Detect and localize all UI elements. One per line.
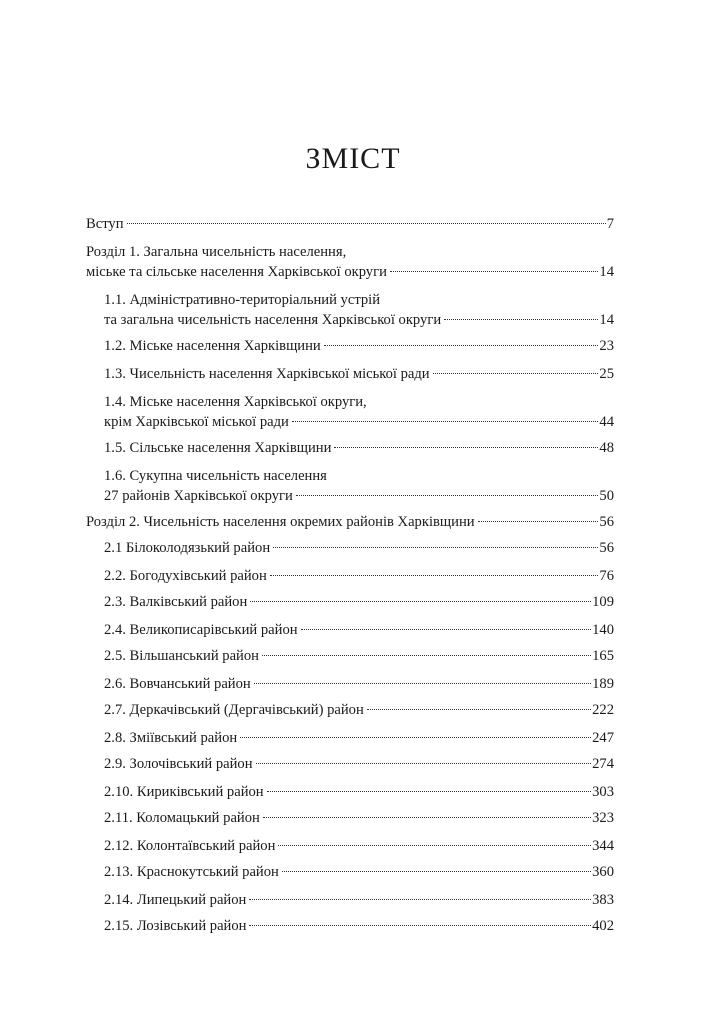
- dot-leader: [301, 629, 592, 630]
- toc-page-number: 274: [592, 756, 614, 772]
- toc-page-number: 303: [592, 784, 614, 800]
- toc-entry-last-line: [104, 754, 614, 774]
- toc-page-number: 14: [599, 264, 614, 280]
- toc-entry-title: 1.3. Чисельність населення Харківської міської ради: [104, 366, 430, 382]
- toc-page-number: 344: [592, 838, 614, 854]
- dot-leader: [324, 345, 599, 346]
- toc-entry: [86, 512, 614, 532]
- toc-page-number: 50: [599, 488, 614, 504]
- toc-page-number: 7: [606, 216, 614, 232]
- toc-entry-title: 2.14. Липецький район: [104, 892, 247, 908]
- toc-entry: [104, 890, 614, 910]
- toc-entry-last-line: [104, 890, 614, 910]
- toc-page-number: 189: [592, 676, 614, 692]
- toc-page-number: 222: [592, 702, 614, 718]
- dot-leader: [240, 737, 591, 738]
- toc-entry-title: 2.10. Кириківський район: [104, 784, 264, 800]
- toc-entry-title: 2.15. Лозівський район: [104, 918, 247, 934]
- toc-entry-title-line: 1.1. Адміністративно-територіальний устрій: [104, 292, 381, 308]
- dot-leader: [273, 547, 598, 548]
- toc-entry-last-line: [104, 836, 614, 856]
- toc-entry-title: Вступ: [86, 216, 124, 232]
- toc-entry-last-line: [104, 566, 614, 586]
- dot-leader: [270, 575, 599, 576]
- toc-entry-title: міське та сільське населення Харківської округи: [86, 264, 387, 280]
- toc-page-number: 402: [592, 918, 614, 934]
- dot-leader: [433, 373, 599, 374]
- toc-page-number: 48: [599, 440, 614, 456]
- toc-entry-title: крім Харківської міської ради: [104, 414, 289, 430]
- toc-entry: [104, 336, 614, 356]
- toc-page-number: 323: [592, 810, 614, 826]
- toc-entry-title: 2.7. Деркачівський (Дергачівський) район: [104, 702, 364, 718]
- toc-page-number: 14: [599, 312, 614, 328]
- toc-entry-title: 2.5. Вільшанський район: [104, 648, 259, 664]
- toc-page-number: 383: [592, 892, 614, 908]
- toc-page-number: 165: [592, 648, 614, 664]
- toc-entry: [104, 674, 614, 694]
- dot-leader: [296, 495, 599, 496]
- toc-entry: [104, 862, 614, 882]
- dot-leader: [292, 421, 599, 422]
- toc-page-number: 76: [599, 568, 614, 584]
- toc-entry-last-line: [104, 862, 614, 882]
- dot-leader: [278, 845, 591, 846]
- dot-leader: [478, 521, 599, 522]
- toc-entry: [104, 438, 614, 458]
- toc-entry: [104, 836, 614, 856]
- toc-entry-title: 2.9. Золочівський район: [104, 756, 253, 772]
- toc-entry-title: 2.13. Краснокутський район: [104, 864, 279, 880]
- toc-entry-last-line: [104, 808, 614, 828]
- toc-entry: [104, 566, 614, 586]
- toc-entry-last-line: [104, 364, 614, 384]
- toc-page-number: 360: [592, 864, 614, 880]
- toc-entry: [104, 620, 614, 640]
- dot-leader: [282, 871, 591, 872]
- dot-leader: [334, 447, 598, 448]
- toc-page-number: 25: [599, 366, 614, 382]
- toc-entry-title: 27 районів Харківської округи: [104, 488, 293, 504]
- toc-entry: [104, 782, 614, 802]
- toc-page-number: 109: [592, 594, 614, 610]
- toc-entry: [104, 646, 614, 666]
- toc-entry: [104, 916, 614, 936]
- toc-entry-title: 2.3. Валківський район: [104, 594, 248, 610]
- toc-entry-last-line: [104, 486, 614, 506]
- toc-entry-last-line: [104, 782, 614, 802]
- toc-entry: [104, 364, 614, 384]
- toc-entry-title: 2.12. Колонтаївський район: [104, 838, 276, 854]
- dot-leader: [263, 817, 591, 818]
- toc-entry-title: 1.5. Сільське населення Харківщини: [104, 440, 332, 456]
- dot-leader: [267, 791, 591, 792]
- toc-entry: [104, 728, 614, 748]
- toc-page-number: 56: [599, 514, 614, 530]
- toc-entry-last-line: [104, 438, 614, 458]
- toc-entry: [104, 808, 614, 828]
- toc-page-number: 44: [599, 414, 614, 430]
- dot-leader: [127, 223, 606, 224]
- toc-entry: [104, 290, 614, 330]
- toc-entry-title-line: Розділ 1. Загальна чисельність населення,: [86, 244, 347, 260]
- toc-entry-last-line: [104, 310, 614, 330]
- toc-entry-last-line: [86, 262, 614, 282]
- dot-leader: [250, 601, 591, 602]
- toc-entry-last-line: [104, 916, 614, 936]
- toc-entry-last-line: [104, 592, 614, 612]
- toc-entry-last-line: [104, 412, 614, 432]
- toc-page-number: 23: [599, 338, 614, 354]
- dot-leader: [444, 319, 598, 320]
- page-title: ЗМІСТ: [305, 142, 401, 175]
- toc-entry-title: 2.2. Богодухівський район: [104, 568, 267, 584]
- toc-entry-last-line: [104, 674, 614, 694]
- toc-page-number: 56: [599, 540, 614, 556]
- toc-entry-last-line: [104, 728, 614, 748]
- toc-entry-title-line: 1.6. Сукупна чисельність населення: [104, 468, 327, 484]
- dot-leader: [249, 899, 591, 900]
- dot-leader: [390, 271, 599, 272]
- toc-entry: [104, 538, 614, 558]
- toc-entry-title: 2.4. Великописарівський район: [104, 622, 298, 638]
- toc-entry: [86, 242, 614, 282]
- toc-page-number: 247: [592, 730, 614, 746]
- toc-entry-last-line: [104, 538, 614, 558]
- dot-leader: [367, 709, 591, 710]
- toc-entry-last-line: [104, 700, 614, 720]
- toc-entry-title: 2.8. Зміївський район: [104, 730, 238, 746]
- toc-entry-title: Розділ 2. Чисельність населення окремих районів Харківщини: [86, 514, 475, 530]
- toc-entry-last-line: [104, 336, 614, 356]
- toc-entry: [104, 466, 614, 506]
- toc-entry-last-line: [104, 620, 614, 640]
- dot-leader: [256, 763, 592, 764]
- toc-entry-title-line: 1.4. Міське населення Харківської округи,: [104, 394, 367, 410]
- toc-entry-title: 2.1 Білоколодязький район: [104, 540, 271, 556]
- toc-entry-title: 1.2. Міське населення Харківщини: [104, 338, 321, 354]
- toc-entry-last-line: [86, 512, 614, 532]
- toc-entry: [104, 754, 614, 774]
- toc-entry-title: 2.6. Вовчанський район: [104, 676, 251, 692]
- toc-entry: [104, 700, 614, 720]
- toc-entry: [86, 214, 614, 234]
- toc-page-number: 140: [592, 622, 614, 638]
- dot-leader: [249, 925, 591, 926]
- toc-entry-last-line: [86, 214, 614, 234]
- toc-entry: [104, 592, 614, 612]
- toc-entry-last-line: [104, 646, 614, 666]
- dot-leader: [262, 655, 591, 656]
- toc-entry-title: та загальна чисельність населення Харківської округи: [104, 312, 442, 328]
- dot-leader: [254, 683, 591, 684]
- toc-entry: [104, 392, 614, 432]
- toc-entry-title: 2.11. Коломацький район: [104, 810, 260, 826]
